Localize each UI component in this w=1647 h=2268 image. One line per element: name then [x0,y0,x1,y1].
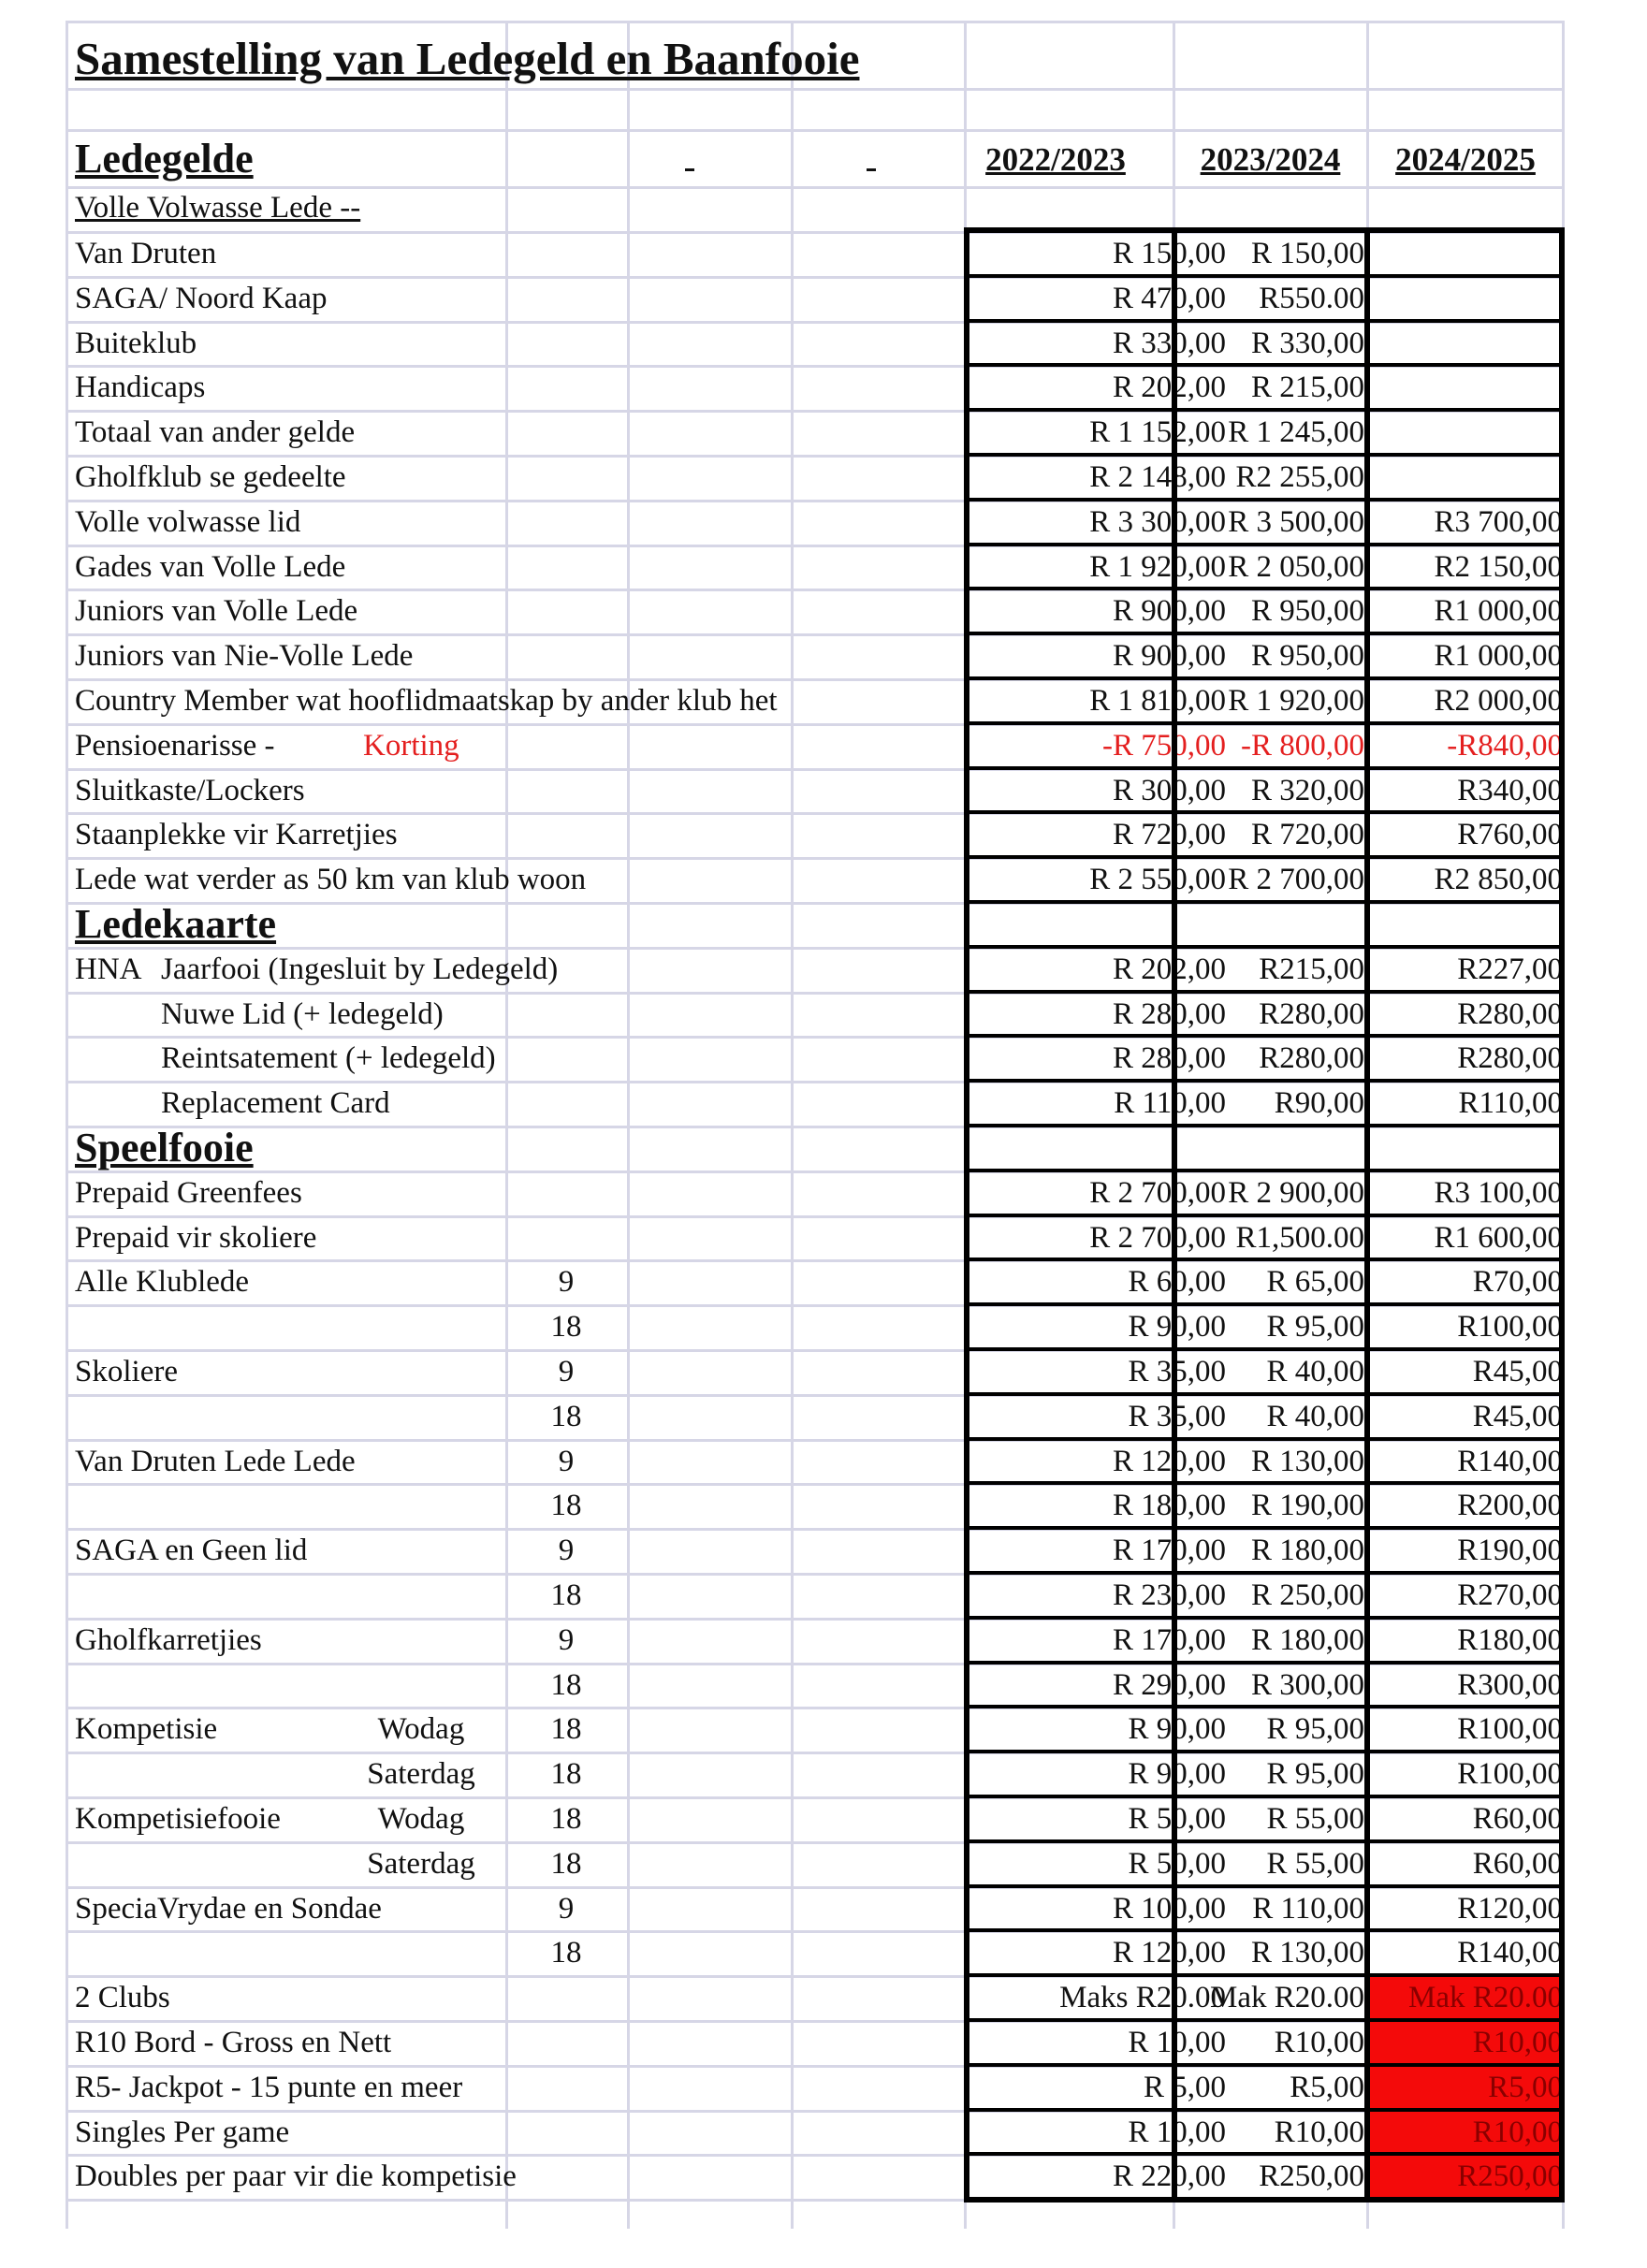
value-row-divider [964,1839,1565,1843]
fee-value-2022-2023: R 60,00 [1128,1265,1226,1300]
fee-value-2023-2024: R 950,00 [1250,639,1364,674]
fee-value-2023-2024: R 65,00 [1266,1265,1364,1300]
fee-value-2023-2024: -R 800,00 [1241,728,1364,763]
fee-value-2022-2023: Maks R20.00 [1059,1981,1226,2015]
fee-value-2024-2025: R140,00 [1457,1936,1563,1970]
fee-value-2024-2025: R10,00 [1472,2026,1563,2059]
row-label: Gholfkarretjies [75,1622,262,1657]
value-row-divider [964,498,1565,502]
fee-value-2022-2023: R 5,00 [1143,2070,1226,2104]
fee-value-2023-2024: R90,00 [1274,1086,1364,1121]
fee-value-2024-2025: R45,00 [1472,1399,1563,1433]
fee-value-2023-2024: R10,00 [1274,2115,1364,2149]
row-label: Handicaps [75,371,206,405]
fee-value-2023-2024: R 40,00 [1266,1399,1364,1433]
value-row-divider [964,1481,1565,1485]
value-row-divider [964,1973,1565,1977]
value-row-divider [964,1884,1565,1888]
fee-value-2022-2023: R 170,00 [1112,1534,1226,1568]
row-label: Juniors van Nie-Volle Lede [75,639,414,674]
row-label: Van Druten Lede Lede [75,1444,356,1478]
fee-value-2023-2024: R 320,00 [1250,773,1364,807]
fee-value-2023-2024: R 720,00 [1250,818,1364,852]
value-row-divider [964,2063,1565,2067]
fee-value-2024-2025: R100,00 [1457,1712,1563,1747]
fee-value-2022-2023: R 900,00 [1112,594,1226,629]
fee-value-2024-2025: R60,00 [1472,1846,1563,1881]
fee-value-2024-2025: R1 000,00 [1434,594,1563,629]
row-label: Gades van Volle Lede [75,549,346,584]
fee-value-2023-2024: Mak R20.00 [1210,1981,1364,2015]
dash-mark [685,168,694,171]
fee-value-2022-2023: R 720,00 [1112,818,1226,852]
row-label: Totaal van ander gelde [75,415,356,450]
row-holes: 9 [558,1534,575,1568]
row-label: Doubles per paar vir die kompetisie [75,2159,517,2194]
row-label: Prepaid vir skoliere [75,1220,317,1255]
fee-value-2024-2025: R280,00 [1457,996,1563,1031]
row-day: Wodag [377,1712,465,1747]
value-row-divider [964,363,1565,367]
dash-mark [867,168,876,171]
fee-value-2024-2025: R190,00 [1457,1534,1563,1568]
fee-value-2023-2024: R10,00 [1274,2026,1364,2059]
fee-value-2022-2023: R 470,00 [1112,281,1226,315]
fee-value-2023-2024: R280,00 [1259,996,1364,1031]
row-holes: 9 [558,1444,575,1478]
fee-value-2023-2024: R 150,00 [1250,237,1364,270]
fee-value-2023-2024: R 95,00 [1266,1757,1364,1792]
fee-value-2022-2023: R 110,00 [1114,1086,1226,1121]
document-title: Samestelling van Ledegeld en Baanfooie [75,33,860,84]
fee-value-2024-2025: R110,00 [1458,1086,1563,1121]
fee-value-2022-2023: R 3 300,00 [1089,504,1226,539]
fee-value-2023-2024: R 2 900,00 [1228,1175,1364,1210]
grid-line-horizontal [66,21,1565,23]
row-label-highlight: Korting [363,728,459,763]
value-row-divider [964,900,1565,904]
row-label: SAGA/ Noord Kaap [75,281,328,315]
fee-value-2022-2023: R 180,00 [1112,1489,1226,1523]
value-row-divider [964,1928,1565,1932]
fee-value-2024-2025: R300,00 [1457,1667,1563,1702]
row-holes: 9 [558,1891,575,1926]
fee-value-2022-2023: R 10,00 [1128,2115,1226,2149]
section-speelfooie: Speelfooie [75,1125,254,1170]
value-row-divider [964,1705,1565,1708]
fee-value-2024-2025: R2 000,00 [1434,684,1563,718]
row-label: SpeciaVrydae en Sondae [75,1891,382,1926]
row-label: Staanplekke vir Karretjies [75,818,398,852]
grid-line-vertical [627,21,630,2229]
fee-value-2024-2025: R10,00 [1472,2115,1563,2149]
year-header-2024: 2024/2025 [1395,141,1536,178]
value-row-divider [964,408,1565,412]
fee-value-2024-2025: R45,00 [1472,1355,1563,1388]
value-row-divider [964,1750,1565,1753]
fee-value-2022-2023: R 1 152,00 [1089,415,1226,450]
value-row-divider [964,1124,1565,1127]
fee-value-2024-2025: R760,00 [1457,818,1563,852]
row-label: Reintsatement (+ ledegeld) [161,1041,496,1076]
row-prefix: HNA [75,952,142,986]
fee-value-2022-2023: R 50,00 [1128,1802,1226,1836]
fee-value-2022-2023: R 10,00 [1128,2026,1226,2059]
grid-line-horizontal [66,129,1565,132]
row-holes: 18 [550,1667,582,1702]
fee-value-2023-2024: R 190,00 [1250,1489,1364,1523]
value-row-divider [964,855,1565,859]
row-holes: 18 [550,1310,582,1345]
fee-value-2022-2023: R 90,00 [1128,1310,1226,1345]
fee-value-2024-2025: R60,00 [1472,1802,1563,1836]
fee-value-2024-2025: R270,00 [1457,1578,1563,1612]
row-holes: 18 [550,1489,582,1523]
value-row-divider [964,2152,1565,2156]
section-ledegelde: Ledegelde [75,136,254,182]
year-header-2022: 2022/2023 [985,141,1126,178]
row-day: Saterdag [367,1757,475,1792]
row-holes: 18 [550,1802,582,1836]
row-label: R5- Jackpot - 15 punte en meer [75,2070,463,2104]
section-ledekaarte: Ledekaarte [75,901,277,947]
value-row-divider [964,1079,1565,1083]
value-row-divider [964,1302,1565,1306]
fee-value-2023-2024: R 250,00 [1250,1578,1364,1612]
fee-value-2024-2025: R120,00 [1457,1891,1563,1926]
row-label: Nuwe Lid (+ ledegeld) [161,996,444,1031]
fee-value-2024-2025: R1 000,00 [1434,639,1563,674]
row-holes: 18 [550,1936,582,1970]
fee-value-2022-2023: R 1 810,00 [1089,684,1226,718]
fee-value-2023-2024: R 330,00 [1250,326,1364,360]
fee-value-2024-2025: R3 700,00 [1434,504,1563,539]
value-row-divider [964,1795,1565,1798]
value-row-divider [964,1214,1565,1217]
fee-value-2023-2024: R 2 050,00 [1228,549,1364,584]
value-row-divider [964,990,1565,994]
value-row-divider [964,274,1565,278]
fee-value-2023-2024: R250,00 [1259,2159,1364,2194]
fee-value-2024-2025: R340,00 [1457,773,1563,807]
row-holes: 18 [550,1757,582,1792]
row-label: Replacement Card [161,1086,390,1121]
fee-value-2024-2025: R227,00 [1457,952,1563,986]
row-label: Singles Per game [75,2115,290,2149]
fee-value-2022-2023: R 170,00 [1112,1622,1226,1657]
value-row-divider [964,1258,1565,1261]
fee-value-2023-2024: R 215,00 [1250,371,1364,405]
row-holes: 18 [550,1578,582,1612]
fee-value-2022-2023: R 150,00 [1112,237,1226,270]
value-row-divider [964,945,1565,949]
value-row-divider [964,766,1565,770]
row-label: R10 Bord - Gross en Nett [75,2026,392,2059]
fee-value-2023-2024: R 55,00 [1266,1846,1364,1881]
fee-value-2023-2024: R 55,00 [1266,1802,1364,1836]
fee-value-2024-2025: R140,00 [1457,1444,1563,1478]
value-row-divider [964,1437,1565,1441]
fee-value-2023-2024: R2 255,00 [1235,460,1364,494]
value-row-divider [964,543,1565,546]
value-row-divider [964,2018,1565,2022]
row-label: SAGA en Geen lid [75,1534,308,1568]
value-row-divider [964,1616,1565,1620]
row-day: Wodag [377,1802,465,1836]
value-row-divider [964,453,1565,457]
fee-value-2024-2025: -R840,00 [1447,728,1563,763]
fee-value-2023-2024: R1,500.00 [1235,1220,1364,1255]
fee-value-2023-2024: R 180,00 [1250,1622,1364,1657]
fee-value-2022-2023: R 220,00 [1112,2159,1226,2194]
fee-value-2024-2025: R5,00 [1488,2070,1563,2104]
fee-value-2022-2023: R 35,00 [1128,1355,1226,1388]
value-row-divider [964,1661,1565,1665]
fee-value-2022-2023: R 330,00 [1112,326,1226,360]
row-label: Lede wat verder as 50 km van klub woon [75,863,587,897]
row-label: Juniors van Volle Lede [75,594,358,629]
fee-value-2024-2025: R180,00 [1457,1622,1563,1657]
fee-value-2022-2023: R 2 700,00 [1089,1175,1226,1210]
fee-value-2023-2024: R215,00 [1259,952,1364,986]
year-header-2023: 2023/2024 [1200,141,1341,178]
row-label: Kompetisiefooie [75,1802,281,1836]
fee-value-2024-2025: R70,00 [1472,1265,1563,1300]
row-label: Volle volwasse lid [75,504,301,539]
fee-value-2022-2023: R 300,00 [1112,773,1226,807]
value-row-divider [964,810,1565,814]
fee-value-2023-2024: R280,00 [1259,1041,1364,1076]
fee-value-2023-2024: R 110,00 [1252,1891,1364,1926]
row-holes: 9 [558,1265,575,1300]
row-label: Buiteklub [75,326,197,360]
row-holes: 9 [558,1355,575,1388]
fee-value-2024-2025: R1 600,00 [1434,1220,1563,1255]
value-row-divider [964,1571,1565,1575]
fee-value-2023-2024: R 95,00 [1266,1310,1364,1345]
fee-value-2024-2025: R100,00 [1457,1310,1563,1345]
fee-value-2022-2023: R 2 700,00 [1089,1220,1226,1255]
fee-value-2023-2024: R 130,00 [1250,1444,1364,1478]
value-row-divider [964,721,1565,725]
fee-value-2024-2025: R280,00 [1457,1041,1563,1076]
row-label: Jaarfooi (Ingesluit by Ledegeld) [161,952,559,986]
fee-value-2024-2025: R200,00 [1457,1489,1563,1523]
fee-value-2023-2024: R 1 245,00 [1228,415,1364,450]
fee-value-2022-2023: R 120,00 [1112,1936,1226,1970]
fee-value-2022-2023: R 2 148,00 [1089,460,1226,494]
fee-value-2024-2025: R2 850,00 [1434,863,1563,897]
value-row-divider [964,319,1565,323]
fee-value-2022-2023: R 290,00 [1112,1667,1226,1702]
fee-value-2022-2023: R 90,00 [1128,1712,1226,1747]
row-label: 2 Clubs [75,1981,170,2015]
fee-value-2023-2024: R 950,00 [1250,594,1364,629]
row-label: Country Member wat hooflidmaatskap by ander klub het [75,684,778,718]
grid-line-vertical [791,21,794,2229]
row-holes: 18 [550,1846,582,1881]
row-label: Pensioenarisse - [75,728,275,763]
fee-value-2023-2024: R550.00 [1259,281,1364,315]
row-label: Gholfklub se gedeelte [75,460,346,494]
fee-value-2024-2025: R100,00 [1457,1757,1563,1792]
fee-value-2022-2023: R 900,00 [1112,639,1226,674]
fee-value-2022-2023: R 50,00 [1128,1846,1226,1881]
row-label: Van Druten [75,237,217,270]
value-row-divider [964,632,1565,635]
subsection-volle-volwasse-lede: Volle Volwasse Lede -- [75,191,361,225]
value-row-divider [964,1347,1565,1351]
value-row-divider [964,676,1565,680]
row-holes: 18 [550,1712,582,1747]
fee-value-2024-2025: R2 150,00 [1434,549,1563,584]
fee-value-2022-2023: R 90,00 [1128,1757,1226,1792]
row-holes: 9 [558,1622,575,1657]
fee-value-2022-2023: R 35,00 [1128,1399,1226,1433]
fee-value-2024-2025: Mak R20.00 [1408,1981,1563,2015]
value-row-divider [964,1169,1565,1172]
row-label: Prepaid Greenfees [75,1175,302,1210]
fee-value-2023-2024: R 3 500,00 [1228,504,1364,539]
fee-value-2022-2023: R 100,00 [1112,1891,1226,1926]
row-label: Skoliere [75,1355,178,1388]
fee-value-2022-2023: R 280,00 [1112,1041,1226,1076]
value-row-divider [964,1526,1565,1530]
value-row-divider [964,1034,1565,1038]
row-label: Alle Klublede [75,1265,250,1300]
fee-value-2022-2023: R 230,00 [1112,1578,1226,1612]
fee-value-2023-2024: R 40,00 [1266,1355,1364,1388]
fee-value-2023-2024: R 300,00 [1250,1667,1364,1702]
fee-value-2022-2023: R 120,00 [1112,1444,1226,1478]
fee-value-2024-2025: R3 100,00 [1434,1175,1563,1210]
row-label: Sluitkaste/Lockers [75,773,305,807]
fee-value-2022-2023: R 2 550,00 [1089,863,1226,897]
fee-value-2022-2023: -R 750,00 [1102,728,1226,763]
row-label: Kompetisie [75,1712,218,1747]
row-day: Saterdag [367,1846,475,1881]
row-holes: 18 [550,1399,582,1433]
fee-value-2023-2024: R 2 700,00 [1228,863,1364,897]
fee-value-2023-2024: R 180,00 [1250,1534,1364,1568]
value-row-divider [964,587,1565,590]
value-row-divider [964,1392,1565,1396]
fee-value-2022-2023: R 202,00 [1112,371,1226,405]
fee-sheet [66,21,1565,2229]
fee-value-2023-2024: R5,00 [1290,2070,1364,2104]
value-row-divider [964,2108,1565,2112]
fee-value-2022-2023: R 202,00 [1112,952,1226,986]
fee-value-2023-2024: R 130,00 [1250,1936,1364,1970]
fee-value-2022-2023: R 280,00 [1112,996,1226,1031]
fee-value-2024-2025: R250,00 [1457,2159,1563,2194]
fee-value-2023-2024: R 1 920,00 [1228,684,1364,718]
fee-value-2023-2024: R 95,00 [1266,1712,1364,1747]
grid-line-vertical [66,21,68,2229]
fee-value-2022-2023: R 1 920,00 [1089,549,1226,584]
